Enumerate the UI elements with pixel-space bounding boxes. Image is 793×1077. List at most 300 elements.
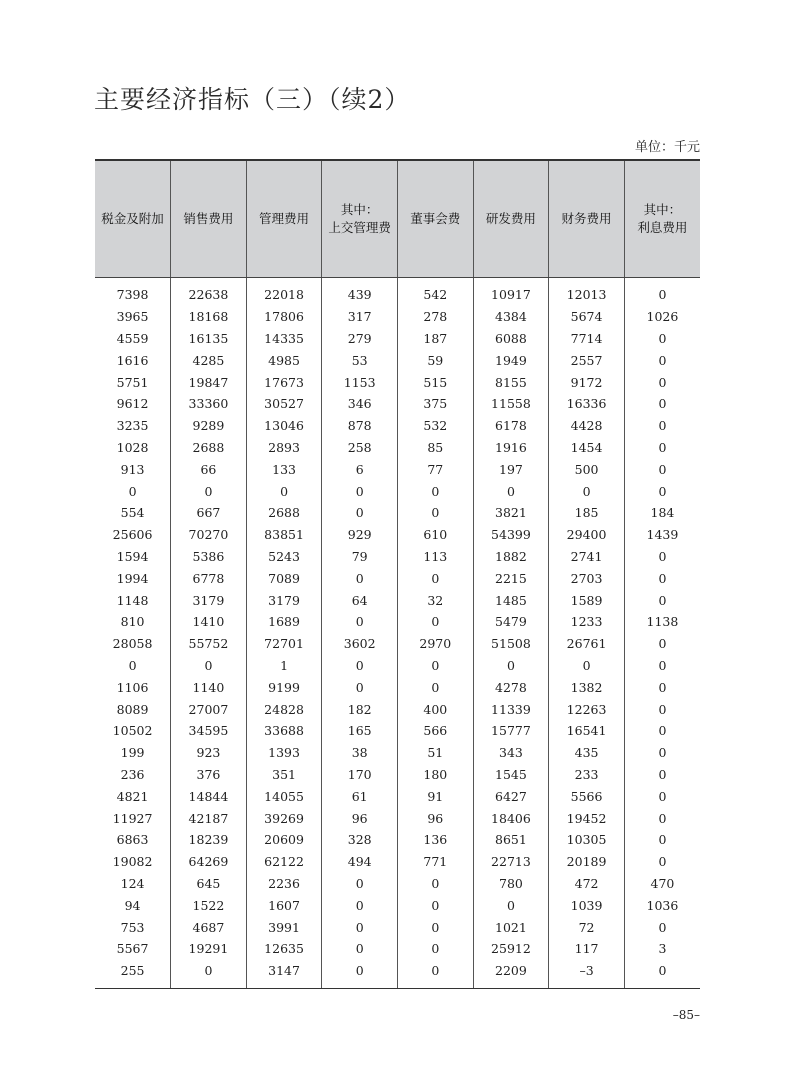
table-cell: 8651 [473, 829, 549, 851]
table-cell: 7714 [549, 328, 625, 350]
column-header [473, 160, 549, 278]
table-row [95, 655, 700, 677]
table-cell: 0 [624, 589, 700, 611]
table-cell: 11339 [473, 698, 549, 720]
table-cell: 0 [322, 916, 398, 938]
table-cell: 542 [398, 278, 474, 306]
table-cell: 4428 [549, 415, 625, 437]
table-cell: 1882 [473, 546, 549, 568]
table-cell: 2236 [246, 873, 322, 895]
table-cell: 4985 [246, 349, 322, 371]
table-cell: 62122 [246, 851, 322, 873]
table-cell: 1026 [624, 306, 700, 328]
table-cell: 18168 [171, 306, 247, 328]
column-header-line1: 其中： [643, 202, 682, 217]
table-row [95, 720, 700, 742]
table-cell: 5567 [116, 941, 149, 957]
table-cell: 494 [322, 851, 398, 873]
table-cell: 77 [398, 458, 474, 480]
table-cell: 66 [171, 458, 247, 480]
table-cell: 14335 [246, 328, 322, 350]
table-cell: 9172 [549, 371, 625, 393]
table-cell: 8155 [473, 371, 549, 393]
table-cell: 3602 [322, 633, 398, 655]
table-row [95, 371, 700, 393]
table-body [95, 278, 700, 989]
table-cell: 4559 [116, 330, 149, 346]
table-cell: 11558 [473, 393, 549, 415]
table-cell: 2688 [171, 437, 247, 459]
table-cell: 15777 [473, 720, 549, 742]
table-cell: 610 [398, 524, 474, 546]
table-row [95, 328, 700, 350]
table-cell: 0 [322, 873, 398, 895]
table-cell: 1148 [116, 592, 149, 608]
table-cell: 0 [473, 480, 549, 502]
table-cell: 375 [398, 393, 474, 415]
table-cell: 346 [322, 393, 398, 415]
table-cell: 0 [398, 894, 474, 916]
table-cell: 913 [120, 461, 145, 477]
table-cell: 4278 [473, 676, 549, 698]
table-cell: 255 [95, 960, 171, 988]
table-cell: 554 [120, 505, 145, 521]
table-cell: 19291 [171, 938, 247, 960]
table-cell: 34595 [171, 720, 247, 742]
table-row [95, 938, 700, 960]
table-cell: 0 [624, 371, 700, 393]
table-cell: 0 [398, 960, 474, 988]
table-cell: 0 [624, 437, 700, 459]
table-cell: 6863 [116, 832, 149, 848]
table-cell: 0 [624, 807, 700, 829]
table-cell: 20189 [549, 851, 625, 873]
table-cell: 0 [322, 567, 398, 589]
table-cell: 17806 [246, 306, 322, 328]
table-cell: 24828 [246, 698, 322, 720]
table-cell: 83851 [246, 524, 322, 546]
column-header [246, 160, 322, 278]
table-row [95, 894, 700, 916]
table-cell: 667 [171, 502, 247, 524]
table-cell: 0 [322, 480, 398, 502]
table-cell: 4384 [473, 306, 549, 328]
table-cell: 2215 [473, 567, 549, 589]
table-cell: 11927 [112, 810, 153, 826]
table-cell: 1039 [549, 894, 625, 916]
table-cell: 279 [322, 328, 398, 350]
table-cell: 94 [124, 897, 141, 913]
page-title: 主要经济指标（三）（续2） [94, 85, 411, 114]
table-cell: 18239 [171, 829, 247, 851]
table-cell: 1522 [171, 894, 247, 916]
table-cell: 28058 [112, 636, 153, 652]
table-row [95, 676, 700, 698]
table-cell: 6427 [473, 785, 549, 807]
table-cell: 0 [398, 567, 474, 589]
table-cell: 0 [171, 655, 247, 677]
table-cell: 32 [398, 589, 474, 611]
table-cell: 51 [398, 742, 474, 764]
table-cell: 1382 [549, 676, 625, 698]
table-cell: 0 [398, 611, 474, 633]
table-cell: 0 [624, 349, 700, 371]
table-cell: 3179 [171, 589, 247, 611]
table-cell: 0 [624, 415, 700, 437]
table-cell: 515 [398, 371, 474, 393]
table-cell: 25606 [112, 527, 153, 543]
table-cell: 1393 [246, 742, 322, 764]
table-row [95, 807, 700, 829]
table-cell: 27007 [171, 698, 247, 720]
column-header [171, 160, 247, 278]
table-cell: 0 [322, 676, 398, 698]
table-cell: 6778 [171, 567, 247, 589]
table-cell: 22713 [473, 851, 549, 873]
table-cell: 2557 [549, 349, 625, 371]
table-cell: 1589 [549, 589, 625, 611]
table-cell: 9289 [171, 415, 247, 437]
table-cell: 1153 [322, 371, 398, 393]
table-cell: 13046 [246, 415, 322, 437]
table-cell: 278 [398, 306, 474, 328]
table-cell: 0 [624, 633, 700, 655]
table-cell: 500 [549, 458, 625, 480]
table-cell: 1106 [116, 679, 149, 695]
table-cell: 0 [322, 655, 398, 677]
table-row [95, 393, 700, 415]
table-cell: 0 [398, 655, 474, 677]
table-cell: 1485 [473, 589, 549, 611]
table-row [95, 916, 700, 938]
table-cell: 0 [624, 764, 700, 786]
table-cell: 12635 [246, 938, 322, 960]
table-cell: 233 [549, 764, 625, 786]
table-cell: 0 [322, 611, 398, 633]
table-cell: 0 [171, 480, 247, 502]
table-cell: 3147 [246, 960, 322, 988]
table-cell: 1036 [624, 894, 700, 916]
table-cell: 1140 [171, 676, 247, 698]
table-cell: 133 [246, 458, 322, 480]
table-row [95, 742, 700, 764]
table-cell: 0 [624, 720, 700, 742]
table-cell: 5674 [549, 306, 625, 328]
table-cell: 376 [171, 764, 247, 786]
table-cell: 0 [398, 480, 474, 502]
table-cell: 85 [398, 437, 474, 459]
table-cell: 117 [549, 938, 625, 960]
column-header-line1: 税金及附加 [101, 211, 164, 226]
column-header [398, 160, 474, 278]
table-cell: 771 [398, 851, 474, 873]
table-cell: 29400 [549, 524, 625, 546]
table-cell: 184 [624, 502, 700, 524]
table-cell: 33688 [246, 720, 322, 742]
table-cell: 165 [322, 720, 398, 742]
table-row [95, 524, 700, 546]
table-cell: 0 [624, 698, 700, 720]
table-cell: 9612 [116, 396, 149, 412]
table-cell: 4285 [171, 349, 247, 371]
table-cell: 0 [322, 960, 398, 988]
table-cell: 39269 [246, 807, 322, 829]
table-cell: 5386 [171, 546, 247, 568]
table-cell: 753 [120, 919, 145, 935]
table-cell: 780 [473, 873, 549, 895]
table-cell: 1021 [473, 916, 549, 938]
table-cell: 64 [322, 589, 398, 611]
table-cell: 14055 [246, 785, 322, 807]
table-cell: 0 [624, 278, 700, 306]
table-cell: 3821 [473, 502, 549, 524]
table-cell: 1594 [116, 548, 149, 564]
table-cell: 124 [120, 875, 145, 891]
table-cell: 532 [398, 415, 474, 437]
table-cell: 10502 [112, 723, 153, 739]
table-cell: 0 [624, 916, 700, 938]
table-row [95, 567, 700, 589]
column-header [624, 160, 700, 278]
table-cell: 16336 [549, 393, 625, 415]
table-cell: 400 [398, 698, 474, 720]
table-cell: 170 [322, 764, 398, 786]
table-cell: 1454 [549, 437, 625, 459]
table-cell: 19452 [549, 807, 625, 829]
column-header-line1: 管理费用 [259, 211, 310, 226]
table-cell: 0 [473, 655, 549, 677]
column-header-line1: 财务费用 [561, 211, 612, 226]
table-cell: 7398 [116, 287, 149, 303]
table-cell: 20609 [246, 829, 322, 851]
table-cell: 0 [624, 851, 700, 873]
table-cell: 0 [322, 938, 398, 960]
table-cell: 435 [549, 742, 625, 764]
table-cell: 0 [624, 480, 700, 502]
table-cell: 72 [549, 916, 625, 938]
table-cell: 5243 [246, 546, 322, 568]
table-cell: 351 [246, 764, 322, 786]
table-cell: 1439 [624, 524, 700, 546]
table-cell: 2970 [398, 633, 474, 655]
table-cell: 0 [624, 829, 700, 851]
table-row [95, 589, 700, 611]
table-cell: 0 [624, 546, 700, 568]
table-row [95, 764, 700, 786]
table-cell: 1233 [549, 611, 625, 633]
table-cell: 0 [549, 480, 625, 502]
table-cell: 472 [549, 873, 625, 895]
table-cell: 3991 [246, 916, 322, 938]
table-cell: 16135 [171, 328, 247, 350]
table-cell: 6 [322, 458, 398, 480]
table-cell: 91 [398, 785, 474, 807]
table-cell: 1028 [116, 439, 149, 455]
table-cell: 25912 [473, 938, 549, 960]
table-cell: 878 [322, 415, 398, 437]
table-row [95, 851, 700, 873]
table-cell: 38 [322, 742, 398, 764]
table-cell: 3965 [116, 309, 149, 325]
table-row [95, 480, 700, 502]
table-cell: 4687 [171, 916, 247, 938]
table-cell: 70270 [171, 524, 247, 546]
table-cell: 0 [624, 328, 700, 350]
table-cell: 3 [624, 938, 700, 960]
table-cell: 0 [624, 785, 700, 807]
table-cell: 59 [398, 349, 474, 371]
column-header-line1: 其中： [340, 202, 379, 217]
table-row [95, 785, 700, 807]
table-cell: 0 [549, 655, 625, 677]
table-cell: 197 [473, 458, 549, 480]
table-cell: 7089 [246, 567, 322, 589]
table-cell: 22638 [171, 278, 247, 306]
column-header-line1: 研发费用 [485, 211, 536, 226]
table-cell: 19082 [112, 854, 153, 870]
table-cell: 236 [120, 766, 145, 782]
table-row [95, 278, 700, 306]
table-cell: 180 [398, 764, 474, 786]
table-row [95, 873, 700, 895]
table-cell: 0 [128, 483, 137, 499]
table-cell: 0 [473, 894, 549, 916]
table-cell: 61 [322, 785, 398, 807]
table-cell: 4821 [116, 788, 149, 804]
table-cell: 1607 [246, 894, 322, 916]
table-cell: 96 [398, 807, 474, 829]
column-header-line1: 销售费用 [183, 211, 234, 226]
table-cell: 0 [322, 502, 398, 524]
table-cell: 2741 [549, 546, 625, 568]
table-cell: 6088 [473, 328, 549, 350]
table-cell: 0 [624, 742, 700, 764]
table-row [95, 415, 700, 437]
table-cell: 6178 [473, 415, 549, 437]
column-header [322, 160, 398, 278]
table-cell: 1616 [116, 352, 149, 368]
table-cell: 17673 [246, 371, 322, 393]
table-cell: 3179 [246, 589, 322, 611]
table-row [95, 698, 700, 720]
table-cell: 0 [398, 676, 474, 698]
table-cell: 328 [322, 829, 398, 851]
table-cell: 566 [398, 720, 474, 742]
table-cell: 0 [624, 567, 700, 589]
table-cell: 1949 [473, 349, 549, 371]
table-cell: 19847 [171, 371, 247, 393]
table-cell: 12013 [549, 278, 625, 306]
table-cell: 2703 [549, 567, 625, 589]
table-cell: 1689 [246, 611, 322, 633]
table-cell: 258 [322, 437, 398, 459]
table-cell: 0 [624, 393, 700, 415]
table-cell: 42187 [171, 807, 247, 829]
table-cell: 9199 [246, 676, 322, 698]
table-cell: 33360 [171, 393, 247, 415]
table-cell: 5751 [116, 374, 149, 390]
table-cell: 0 [398, 916, 474, 938]
table-cell: 2209 [473, 960, 549, 988]
table-cell: 0 [398, 938, 474, 960]
table-cell: 645 [171, 873, 247, 895]
table-cell: 14844 [171, 785, 247, 807]
table-cell: 0 [171, 960, 247, 988]
table-row [95, 546, 700, 568]
table-cell: 1994 [116, 570, 149, 586]
table-cell: 0 [246, 480, 322, 502]
table-cell: 113 [398, 546, 474, 568]
table-row [95, 306, 700, 328]
unit-label: 单位：千元 [634, 140, 700, 155]
table-cell: 199 [120, 745, 145, 761]
table-cell: 51508 [473, 633, 549, 655]
table-row [95, 633, 700, 655]
table-cell: 53 [322, 349, 398, 371]
table-row [95, 611, 700, 633]
table-cell: 0 [624, 655, 700, 677]
table-cell: 10305 [549, 829, 625, 851]
table-cell: 187 [398, 328, 474, 350]
table-row [95, 829, 700, 851]
table-cell: 136 [398, 829, 474, 851]
table-cell: 55752 [171, 633, 247, 655]
table-cell: 923 [171, 742, 247, 764]
table-cell: 1545 [473, 764, 549, 786]
table-cell: 343 [473, 742, 549, 764]
table-row [95, 502, 700, 524]
table-cell: 1410 [171, 611, 247, 633]
table-cell: 1 [246, 655, 322, 677]
table-cell: 2893 [246, 437, 322, 459]
table-cell: 10917 [473, 278, 549, 306]
table-header-row [95, 160, 700, 278]
table-cell: 5479 [473, 611, 549, 633]
table-cell: 3235 [116, 418, 149, 434]
table-row [95, 458, 700, 480]
table-cell: 0 [398, 502, 474, 524]
table-cell: 929 [322, 524, 398, 546]
table-row [95, 437, 700, 459]
column-header-line1: 董事会费 [410, 211, 461, 226]
table-cell: 0 [322, 894, 398, 916]
table-cell: 0 [624, 960, 700, 988]
table-cell: 185 [549, 502, 625, 524]
table-cell: 810 [120, 614, 145, 630]
table-row [95, 960, 700, 988]
column-header [549, 160, 625, 278]
table-cell: 72701 [246, 633, 322, 655]
table-cell: 182 [322, 698, 398, 720]
table-cell: 0 [624, 458, 700, 480]
table-cell: 2688 [246, 502, 322, 524]
table-cell: 470 [624, 873, 700, 895]
table-row [95, 349, 700, 371]
table-cell: 64269 [171, 851, 247, 873]
table-cell: 1138 [624, 611, 700, 633]
column-header-line2: 利息费用 [637, 220, 688, 235]
table-cell: –3 [549, 960, 625, 988]
table-cell: 96 [322, 807, 398, 829]
column-header-line2: 上交管理费 [328, 220, 391, 235]
table-cell: 79 [322, 546, 398, 568]
table-cell: 439 [322, 278, 398, 306]
column-header [95, 160, 171, 278]
table-cell: 0 [128, 657, 137, 673]
table-cell: 0 [624, 676, 700, 698]
table-cell: 16541 [549, 720, 625, 742]
table-cell: 26761 [549, 633, 625, 655]
